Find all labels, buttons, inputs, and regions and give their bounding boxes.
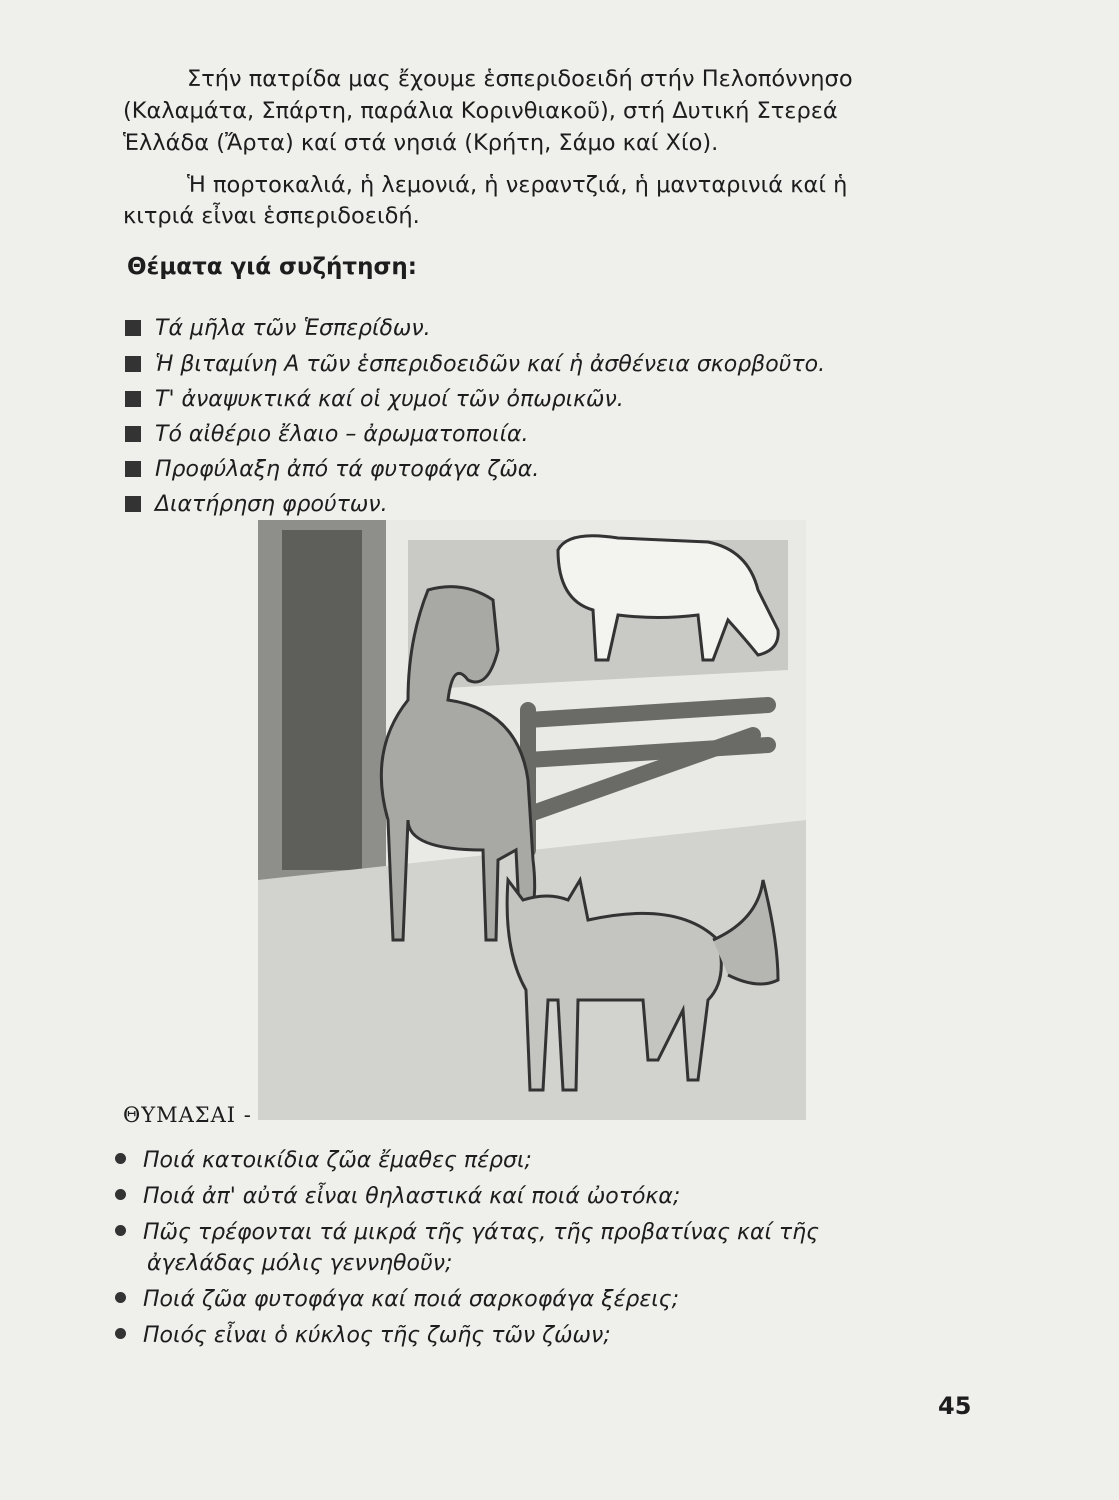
- recall-question: Ποιά ἀπ' αὐτά εἶναι θηλαστικά καί ποιά ὠοτόκα;: [115, 1184, 680, 1209]
- discussion-item: Προφύλαξη ἀπό τά φυτοφάγα ζῶα.: [125, 457, 539, 482]
- round-bullet-icon: [115, 1153, 126, 1164]
- square-bullet-icon: [125, 391, 141, 407]
- round-bullet-icon: [115, 1189, 126, 1200]
- round-bullet-icon: [115, 1225, 126, 1236]
- recall-question: Ποιά κατοικίδια ζῶα ἔμαθες πέρσι;: [115, 1148, 532, 1173]
- intro-line-4: Ἡ πορτοκαλιά, ἡ λεμονιά, ἡ νεραντζιά, ἡ μανταρινιά καί ἡ: [187, 172, 848, 198]
- page-number: 45: [938, 1392, 972, 1420]
- recall-question: Ποιός εἶναι ὁ κύκλος τῆς ζωῆς τῶν ζώων;: [115, 1323, 611, 1348]
- recall-question: Πῶς τρέφονται τά μικρά τῆς γάτας, τῆς προβατίνας καί τῆς: [115, 1220, 819, 1245]
- farm-animals-illustration: [258, 520, 806, 1120]
- discussion-item: Τ' ἀναψυκτικά καί οἱ χυμοί τῶν ὀπωρικῶν.: [125, 387, 624, 412]
- intro-line-2: (Καλαμάτα, Σπάρτη, παράλια Κορινθιακοῦ), στή Δυτική Στερεά: [123, 98, 838, 124]
- discussion-item: Τά μῆλα τῶν Ἑσπερίδων.: [125, 316, 431, 341]
- discussion-item: Τό αἰθέριο ἔλαιο – ἀρωματοποιία.: [125, 422, 529, 447]
- recall-question: Ποιά ζῶα φυτοφάγα καί ποιά σαρκοφάγα ξέρεις;: [115, 1287, 679, 1312]
- recall-question-continued: ἀγελάδας μόλις γεννηθοῦν;: [147, 1251, 453, 1276]
- discussion-item: Διατήρηση φρούτων.: [125, 492, 388, 517]
- discussion-heading: Θέματα γιά συζήτηση:: [127, 254, 417, 280]
- intro-line-3: Ἑλλάδα (Ἄρτα) καί στά νησιά (Κρήτη, Σάμο καί Χίο).: [123, 130, 719, 156]
- round-bullet-icon: [115, 1292, 126, 1303]
- barn-doorway: [282, 530, 362, 870]
- discussion-item: Ἡ βιταμίνη Α τῶν ἑσπεριδοειδῶν καί ἡ ἀσθένεια σκορβοῦτο.: [125, 352, 825, 377]
- square-bullet-icon: [125, 496, 141, 512]
- square-bullet-icon: [125, 320, 141, 336]
- recall-heading: ΘΥΜΑΣΑΙ -: [123, 1103, 252, 1127]
- intro-line-5: κιτριά εἶναι ἑσπεριδοειδή.: [123, 203, 420, 229]
- square-bullet-icon: [125, 461, 141, 477]
- intro-line-1: Στήν πατρίδα μας ἔχουμε ἑσπεριδοειδή στήν Πελοπόννησο: [187, 66, 853, 92]
- square-bullet-icon: [125, 356, 141, 372]
- square-bullet-icon: [125, 426, 141, 442]
- round-bullet-icon: [115, 1328, 126, 1339]
